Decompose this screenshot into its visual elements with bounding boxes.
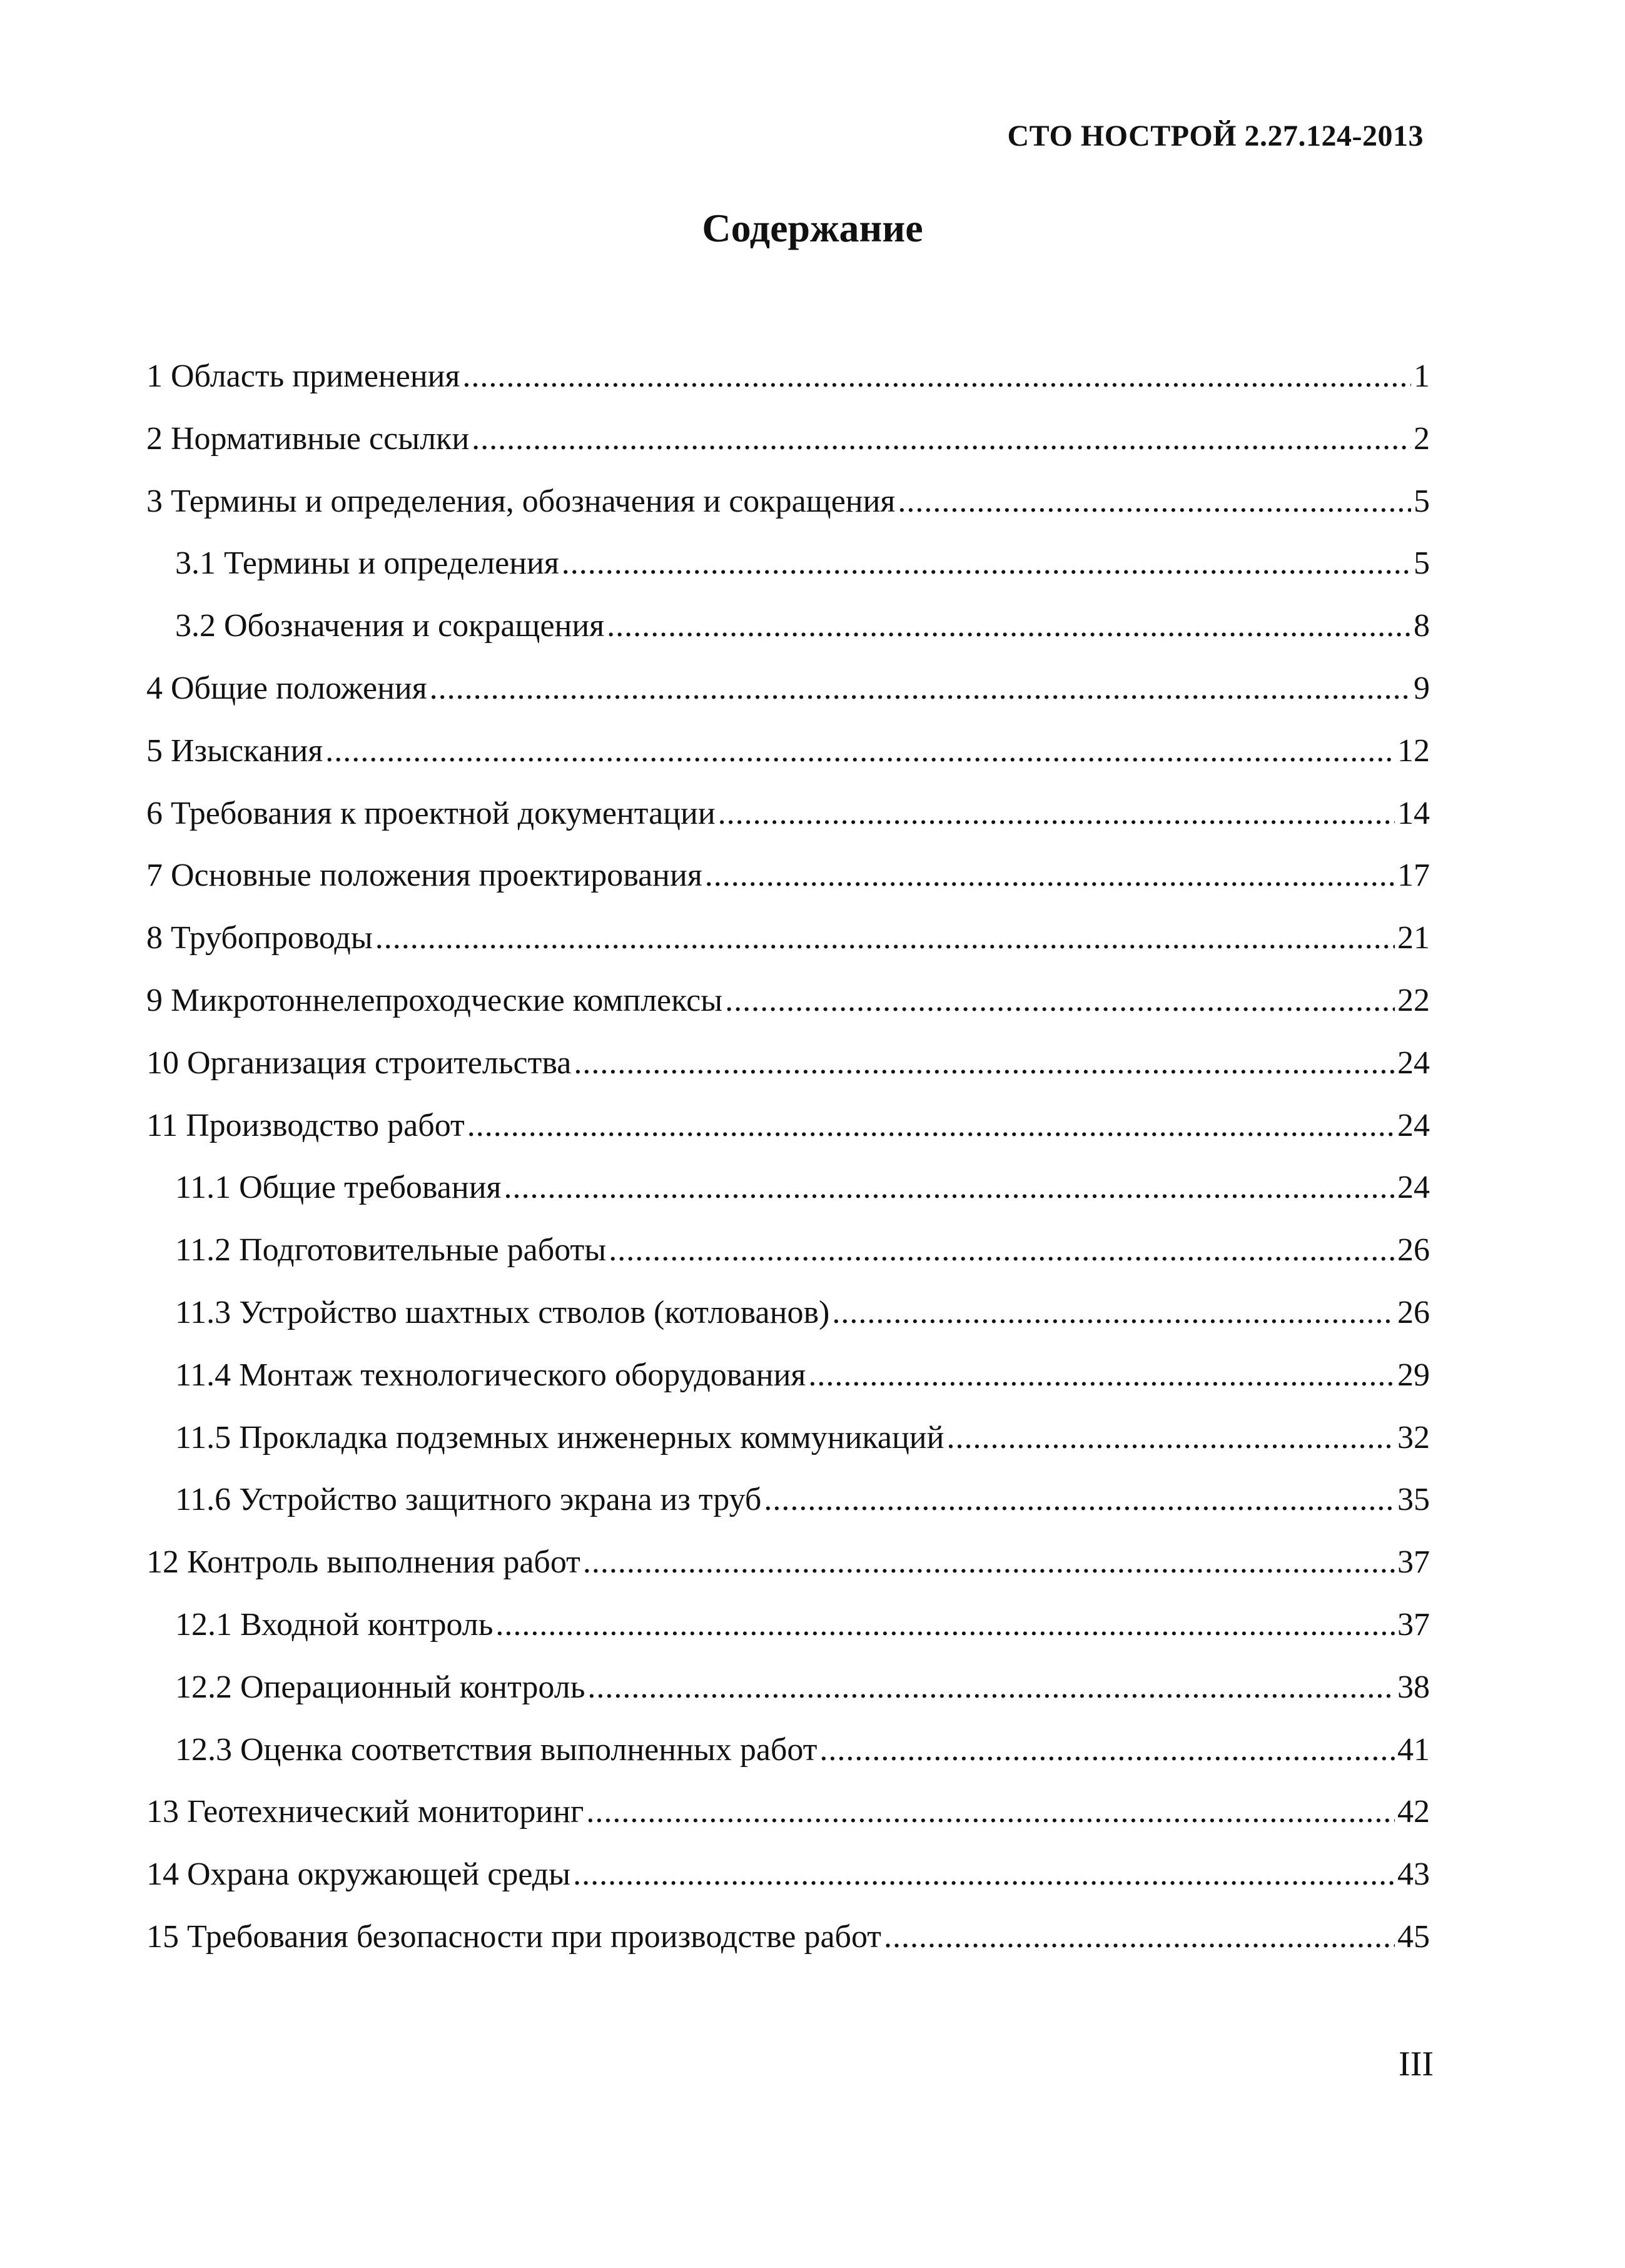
toc-dot-leader: [832, 1282, 1395, 1344]
toc-dot-leader: [718, 782, 1395, 845]
toc-dot-leader: [430, 657, 1411, 720]
toc-entry-page: 9: [1414, 670, 1430, 706]
toc-entry-page: 8: [1414, 608, 1430, 644]
toc-entry-page: 12: [1397, 732, 1430, 769]
toc-entry[interactable]: [146, 1719, 1430, 1781]
toc-entry-title: 11.3 Устройство шахтных стволов (котлованов): [175, 1294, 830, 1330]
toc-dot-leader: [573, 1843, 1395, 1906]
toc-dot-leader: [375, 907, 1395, 969]
toc-entry[interactable]: [146, 1469, 1430, 1531]
toc-entry[interactable]: [146, 1344, 1430, 1407]
toc-dot-leader: [325, 720, 1395, 782]
toc-entry-title: 8 Трубопроводы: [146, 920, 373, 956]
toc-entry-page: 14: [1397, 795, 1430, 831]
toc-entry[interactable]: [146, 1219, 1430, 1282]
toc-entry-title: 14 Охрана окружающей среды: [146, 1856, 571, 1893]
toc-dot-leader: [586, 1781, 1395, 1843]
toc-entry[interactable]: [146, 907, 1430, 969]
toc-dot-leader: [562, 532, 1411, 595]
toc-entry[interactable]: [146, 1781, 1430, 1843]
toc-dot-leader: [607, 595, 1411, 657]
toc-entry[interactable]: [146, 1157, 1430, 1219]
toc-entry-title: 9 Микротоннелепроходческие комплексы: [146, 982, 723, 1018]
toc-entry-page: 35: [1397, 1482, 1430, 1518]
toc-entry-title: 10 Организация строительства: [146, 1045, 572, 1081]
toc-entry-page: 24: [1397, 1107, 1430, 1143]
toc-entry-page: 24: [1397, 1045, 1430, 1081]
toc-entry-page: 22: [1397, 982, 1430, 1018]
toc-entry-title: 5 Изыскания: [146, 732, 323, 769]
toc-entry-title: 3 Термины и определения, обозначения и сокращения: [146, 483, 896, 519]
toc-entry[interactable]: [146, 595, 1430, 657]
toc-entry-page: 38: [1397, 1669, 1430, 1705]
toc-entry-title: 11.1 Общие требования: [175, 1170, 502, 1206]
toc-entry-page: 42: [1397, 1794, 1430, 1830]
toc-entry[interactable]: [146, 470, 1430, 533]
toc-dot-leader: [495, 1594, 1395, 1656]
toc-dot-leader: [609, 1219, 1395, 1282]
toc-entry-page: 45: [1397, 1918, 1430, 1955]
toc-dot-leader: [462, 345, 1411, 408]
toc-entry[interactable]: [146, 1032, 1430, 1095]
toc-entry-title: 7 Основные положения проектирования: [146, 858, 702, 894]
toc-dot-leader: [898, 470, 1411, 533]
toc-entry-title: 11.6 Устройство защитного экрана из труб: [175, 1482, 762, 1518]
toc-entry-page: 24: [1397, 1170, 1430, 1206]
toc-entry-page: 1: [1414, 358, 1430, 394]
toc-entry-page: 37: [1397, 1544, 1430, 1581]
toc-dot-leader: [819, 1719, 1395, 1781]
toc-entry-title: 13 Геотехнический мониторинг: [146, 1794, 584, 1830]
toc-dot-leader: [884, 1906, 1395, 1968]
toc-entry[interactable]: [146, 720, 1430, 782]
toc-entry[interactable]: [146, 1906, 1430, 1968]
toc-entry-page: 5: [1414, 545, 1430, 582]
toc-entry-page: 41: [1397, 1731, 1430, 1768]
document-code: СТО НОСТРОЙ 2.27.124-2013: [1007, 119, 1424, 153]
toc-entry-title: 15 Требования безопасности при производстве работ: [146, 1918, 882, 1955]
toc-entry[interactable]: [146, 657, 1430, 720]
toc-dot-leader: [583, 1531, 1395, 1594]
toc-entry-page: 26: [1397, 1232, 1430, 1268]
toc-entry-title: 12.2 Операционный контроль: [175, 1669, 585, 1705]
toc-entry-page: 26: [1397, 1294, 1430, 1330]
toc-entry[interactable]: [146, 844, 1430, 907]
toc-entry-title: 12.3 Оценка соответствия выполненных работ: [175, 1731, 818, 1768]
toc-entry-page: 5: [1414, 483, 1430, 519]
toc-dot-leader: [504, 1157, 1395, 1219]
toc-entry[interactable]: [146, 1656, 1430, 1719]
toc-dot-leader: [467, 1095, 1395, 1157]
toc-dot-leader: [725, 969, 1395, 1032]
toc-entry-title: 6 Требования к проектной документации: [146, 795, 716, 831]
toc-dot-leader: [808, 1344, 1395, 1407]
toc-entry-title: 3.2 Обозначения и сокращения: [175, 608, 605, 644]
toc-dot-leader: [472, 408, 1411, 470]
table-of-contents: [146, 345, 1430, 1968]
toc-entry-title: 12.1 Входной контроль: [175, 1606, 494, 1643]
toc-dot-leader: [946, 1407, 1395, 1469]
toc-entry-title: 11.4 Монтаж технологического оборудования: [175, 1357, 806, 1393]
toc-entry[interactable]: [146, 1407, 1430, 1469]
toc-entry[interactable]: [146, 782, 1430, 845]
page-title: Содержание: [702, 206, 923, 250]
toc-dot-leader: [705, 844, 1395, 907]
toc-entry-title: 11.2 Подготовительные работы: [175, 1232, 607, 1268]
toc-entry-page: 32: [1397, 1419, 1430, 1455]
toc-entry-page: 37: [1397, 1606, 1430, 1643]
toc-entry-title: 1 Область применения: [146, 358, 460, 394]
toc-entry[interactable]: [146, 408, 1430, 470]
toc-entry[interactable]: [146, 1095, 1430, 1157]
toc-entry[interactable]: [146, 969, 1430, 1032]
toc-entry[interactable]: [146, 1531, 1430, 1594]
toc-entry-title: 2 Нормативные ссылки: [146, 420, 470, 457]
toc-dot-leader: [764, 1469, 1395, 1531]
toc-entry-title: 11 Производство работ: [146, 1107, 465, 1143]
toc-entry[interactable]: [146, 1282, 1430, 1344]
toc-entry-title: 12 Контроль выполнения работ: [146, 1544, 580, 1581]
toc-entry[interactable]: [146, 1594, 1430, 1656]
toc-dot-leader: [587, 1656, 1395, 1719]
toc-entry[interactable]: [146, 1843, 1430, 1906]
toc-entry-title: 11.5 Прокладка подземных инженерных коммуникаций: [175, 1419, 944, 1455]
toc-entry-page: 29: [1397, 1357, 1430, 1393]
toc-entry-page: 21: [1397, 920, 1430, 956]
toc-entry-page: 43: [1397, 1856, 1430, 1893]
toc-entry[interactable]: [146, 345, 1430, 408]
toc-entry-page: 17: [1397, 858, 1430, 894]
toc-entry[interactable]: [146, 532, 1430, 595]
toc-dot-leader: [574, 1032, 1395, 1095]
page-number: III: [1399, 2045, 1434, 2083]
toc-entry-title: 3.1 Термины и определения: [175, 545, 559, 582]
toc-entry-page: 2: [1414, 420, 1430, 457]
toc-entry-title: 4 Общие положения: [146, 670, 427, 706]
